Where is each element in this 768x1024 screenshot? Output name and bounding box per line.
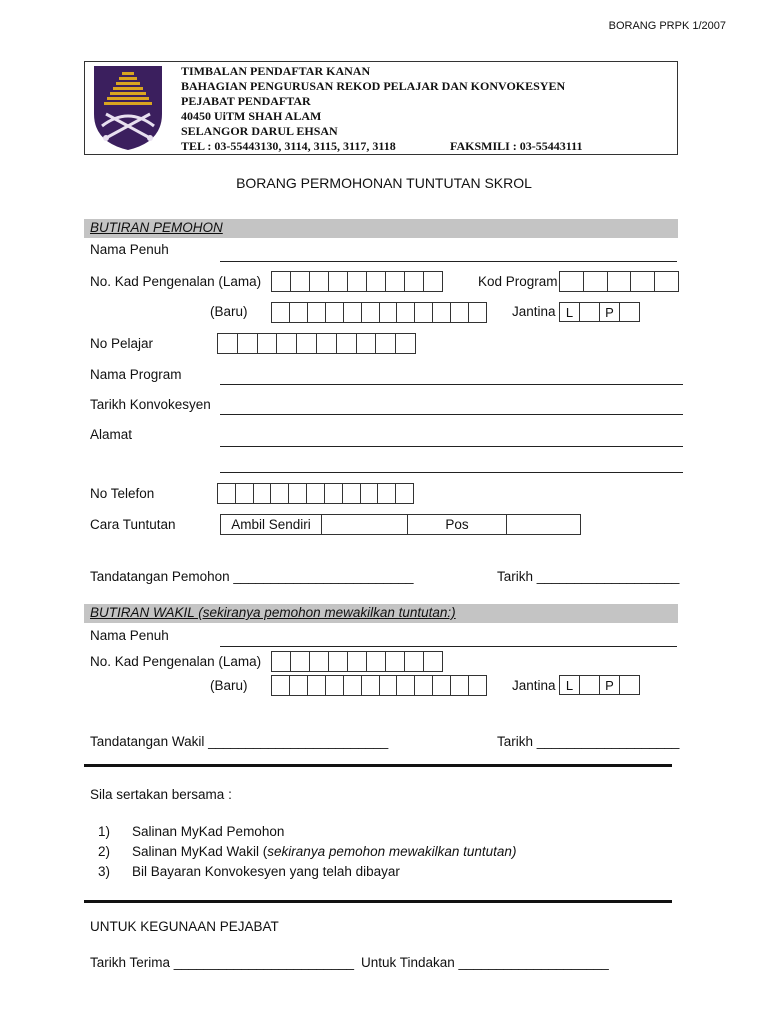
option-ambil-sendiri-box[interactable] <box>321 514 408 535</box>
tarikh-konvokesyen-field[interactable] <box>220 414 683 415</box>
label-ic-baru: (Baru) <box>210 304 248 319</box>
attachment-num-2: 2) <box>98 844 111 859</box>
gender-l-box[interactable]: L <box>560 303 580 321</box>
label-kod-program: Kod Program <box>478 274 558 289</box>
jantina-boxes[interactable] <box>559 302 640 322</box>
label-tarikh-konvokesyen: Tarikh Konvokesyen <box>90 397 211 412</box>
attachment-text-3: Bil Bayaran Konvokesyen yang telah dibayar <box>132 864 400 879</box>
divider-2 <box>84 900 672 903</box>
header-line-5: SELANGOR DARUL EHSAN <box>181 124 338 138</box>
wakil-ic-baru-boxes[interactable] <box>271 675 487 696</box>
proxy-title-note: (sekiranya pemohon mewakilkan tuntutan:) <box>194 605 456 620</box>
form-code: BORANG PRPK 1/2007 <box>608 20 726 32</box>
nama-penuh-field[interactable] <box>220 261 677 262</box>
wakil-nama-penuh-field[interactable] <box>220 646 677 647</box>
no-pelajar-boxes[interactable] <box>217 333 416 354</box>
header-line-4: 40450 UiTM SHAH ALAM <box>181 109 322 123</box>
header-address <box>181 64 582 154</box>
ic-baru-boxes[interactable] <box>271 302 487 323</box>
label-no-pelajar: No Pelajar <box>90 336 154 351</box>
header-line-3: PEJABAT PENDAFTAR <box>181 94 311 108</box>
label-cara-tuntutan: Cara Tuntutan <box>90 517 176 532</box>
attachment-item-1 <box>98 824 284 839</box>
tandatangan-pemohon[interactable]: Tandatangan Pemohon ________________________ <box>90 569 414 584</box>
tarikh-pemohon[interactable]: Tarikh ___________________ <box>497 569 680 584</box>
wakil-ic-lama-boxes[interactable] <box>271 651 443 672</box>
attachment-note-2: sekiranya pemohon mewakilkan tuntutan) <box>267 844 517 859</box>
untuk-tindakan[interactable]: Untuk Tindakan ____________________ <box>361 955 609 970</box>
attachment-text-2: Salinan MyKad Wakil ( <box>132 844 268 859</box>
label-nama-penuh: Nama Penuh <box>90 242 169 257</box>
section-title-proxy <box>90 605 456 620</box>
label-ic-lama: No. Kad Pengenalan (Lama) <box>90 274 262 289</box>
alamat-field-line-2[interactable] <box>220 472 683 473</box>
divider-1 <box>84 764 672 767</box>
attachment-num-1: 1) <box>98 824 111 839</box>
label-wakil-jantina: Jantina <box>512 678 556 693</box>
cara-tuntutan-options <box>220 514 581 535</box>
proxy-title-text: BUTIRAN WAKIL <box>90 605 195 620</box>
section-title-applicant: BUTIRAN PEMOHON <box>90 220 223 235</box>
no-telefon-boxes[interactable] <box>217 483 414 504</box>
office-title: UNTUK KEGUNAAN PEJABAT <box>90 919 279 934</box>
attachment-num-3: 3) <box>98 864 111 879</box>
gender-p-box[interactable]: P <box>600 303 620 321</box>
header-line-2: BAHAGIAN PENGURUSAN REKOD PELAJAR DAN KONVOKESYEN <box>181 79 566 93</box>
header-line-1: TIMBALAN PENDAFTAR KANAN <box>181 64 371 78</box>
uitm-logo <box>92 64 164 152</box>
label-wakil-ic-lama: No. Kad Pengenalan (Lama) <box>90 654 262 669</box>
ic-lama-boxes[interactable] <box>271 271 443 292</box>
tandatangan-wakil[interactable]: Tandatangan Wakil ________________________ <box>90 734 389 749</box>
attachment-item-2 <box>98 844 516 859</box>
label-nama-program: Nama Program <box>90 367 182 382</box>
label-no-telefon: No Telefon <box>90 486 155 501</box>
attachment-text-1: Salinan MyKad Pemohon <box>132 824 285 839</box>
attachments-intro: Sila sertakan bersama : <box>90 787 232 802</box>
nama-program-field[interactable] <box>220 384 683 385</box>
alamat-field-line-1[interactable] <box>220 446 683 447</box>
header-fax: FAKSMILI : 03-55443111 <box>450 139 583 153</box>
wakil-jantina-boxes[interactable] <box>559 675 640 695</box>
option-ambil-sendiri-label: Ambil Sendiri <box>220 514 322 535</box>
tarikh-wakil[interactable]: Tarikh ___________________ <box>497 734 680 749</box>
wakil-gender-p-box[interactable]: P <box>600 676 620 694</box>
label-jantina: Jantina <box>512 304 556 319</box>
label-wakil-ic-baru: (Baru) <box>210 678 248 693</box>
uitm-crest-icon <box>92 64 164 152</box>
label-alamat: Alamat <box>90 427 133 442</box>
wakil-gender-l-box[interactable]: L <box>560 676 580 694</box>
page-title: BORANG PERMOHONAN TUNTUTAN SKROL <box>236 175 532 191</box>
kod-program-boxes[interactable] <box>559 271 679 292</box>
header-tel: TEL : 03-55443130, 3114, 3115, 3117, 3118 <box>181 139 396 153</box>
attachment-item-3 <box>98 864 400 879</box>
option-pos-box[interactable] <box>506 514 581 535</box>
option-pos-label: Pos <box>407 514 507 535</box>
tarikh-terima[interactable]: Tarikh Terima ________________________ <box>90 955 354 970</box>
label-wakil-nama-penuh: Nama Penuh <box>90 628 169 643</box>
